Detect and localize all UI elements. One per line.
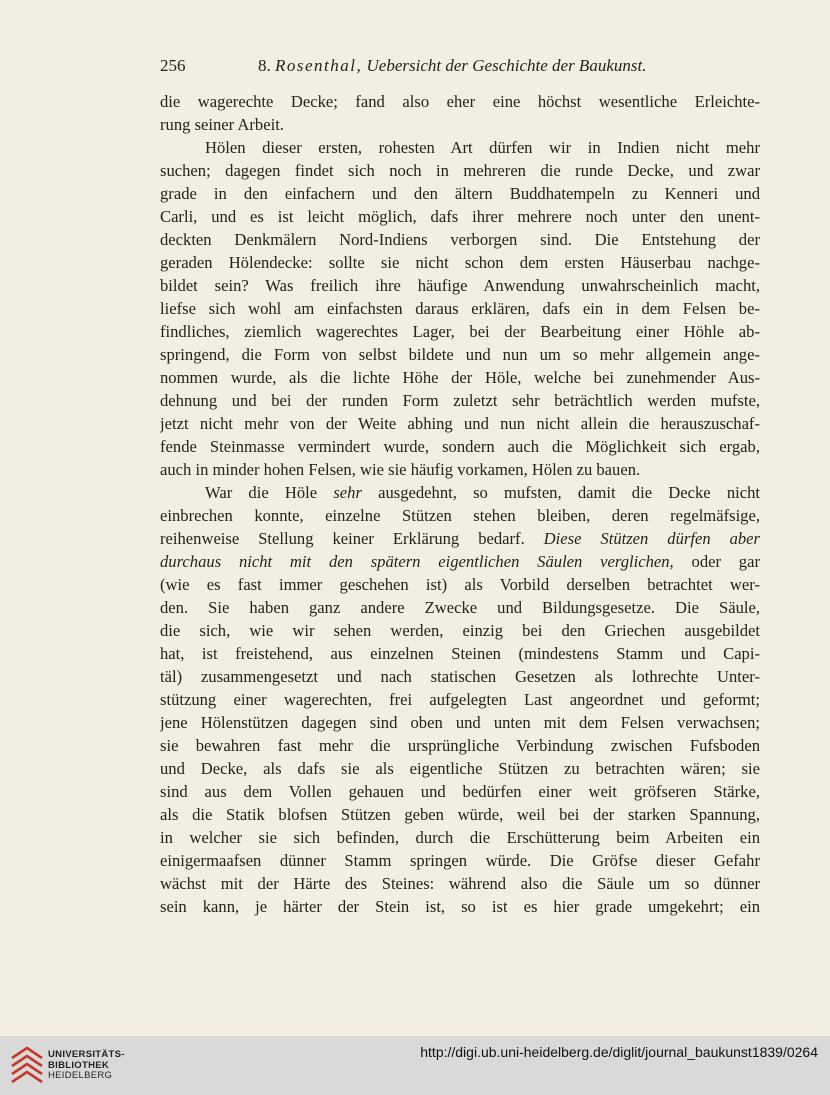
- text-line: geraden Hölendecke: sollte sie nicht schon dem ersten Häuserbau nachge-: [160, 253, 760, 272]
- text-line: sind aus dem Vollen gehauen und bedürfen einer weit gröfseren Stärke,: [160, 782, 760, 801]
- italic-fragment: sehr: [333, 483, 362, 502]
- text-line: in welcher sie sich befinden, durch die Erschütterung beim Arbeiten ein: [160, 828, 760, 847]
- text-line: und Decke, als dafs sie als eigentliche Stützen zu betrachten wären; sie: [160, 759, 760, 778]
- text-line: springend, die Form von selbst bildete und nun um so mehr allgemein ange-: [160, 345, 760, 364]
- text-fragment: ausgedehnt, so mufsten, damit die Decke nicht: [361, 483, 760, 502]
- text-line: die wagerechte Decke; fand also eher eine höchst wesentliche Erleichte-: [160, 92, 760, 111]
- running-head: [160, 56, 760, 80]
- text-fragment: reihenweise Stellung keiner Erklärung bedarf.: [160, 529, 544, 548]
- text-line: fende Steinmasse vermindert wurde, sondern auch die Möglichkeit sich ergab,: [160, 437, 760, 456]
- text-line: Hölen dieser ersten, rohesten Art dürfen wir in Indien nicht mehr: [205, 138, 760, 157]
- footer-bar: [0, 1036, 830, 1095]
- library-logo-icon: [8, 1044, 46, 1086]
- text-line: einigermaafsen dünner Stamm springen würde. Die Gröfse dieser Gefahr: [160, 851, 760, 870]
- author-name: Rosenthal,: [275, 56, 363, 75]
- text-line: bildet sein? Was freilich ihre häufige Anwendung unwahrscheinlich macht,: [160, 276, 760, 295]
- source-url-link[interactable]: http://digi.ub.uni-heidelberg.de/diglit/journal_baukunst1839/0264: [420, 1044, 818, 1060]
- text-line-mixed: [160, 527, 760, 550]
- text-line: rung seiner Arbeit.: [160, 115, 284, 134]
- institution-name: [48, 1050, 125, 1082]
- running-title: [258, 56, 646, 76]
- text-line: jene Hölenstützen dagegen sind oben und unten mit dem Felsen verwachsen;: [160, 713, 760, 732]
- italic-fragment: Diese Stützen dürfen aber: [543, 529, 760, 548]
- chapter-number: 8.: [258, 56, 271, 75]
- text-line: den. Sie haben ganz andere Zwecke und Bildungsgesetze. Die Säule,: [160, 598, 760, 617]
- institution-line: HEIDELBERG: [48, 1070, 113, 1081]
- text-line: liefse sich wohl am einfachsten daraus erklären, dafs ein in dem Felsen be-: [160, 299, 760, 318]
- text-line-mixed: [160, 481, 760, 504]
- text-line: suchen; dagegen findet sich noch in mehreren die runde Decke, und zwar: [160, 161, 760, 180]
- italic-fragment: durchaus nicht mit den spätern eigentlichen Säulen verglichen,: [160, 552, 674, 571]
- text-line: stützung einer wagerechten, frei aufgelegten Last angeordnet und geformt;: [160, 690, 760, 709]
- page-number: 256: [160, 56, 186, 75]
- text-line: wächst mit der Härte des Steines: während also die Säule um so dünner: [160, 874, 760, 893]
- text-line: Carli, und es ist leicht möglich, dafs ihrer mehrere noch unter den unent-: [160, 207, 760, 226]
- text-line: dehnung und bei der runden Form zuletzt sehr beträchtlich werden mufste,: [160, 391, 760, 410]
- institution-line: UNIVERSITÄTS-: [48, 1049, 125, 1060]
- text-line: täl) zusammengesetzt und nach statischen Gesetzen als lothrechte Unter-: [160, 667, 760, 686]
- text-line-mixed: [160, 550, 760, 573]
- work-title: Uebersicht der Geschichte der Baukunst.: [366, 56, 647, 75]
- text-line: hat, ist freistehend, aus einzelnen Steinen (mindestens Stamm und Capi-: [160, 644, 760, 663]
- text-fragment: oder gar: [673, 552, 760, 571]
- text-line: jetzt nicht mehr von der Weite abhing und nun nicht allein die herauszuschaf-: [160, 414, 760, 433]
- institution-line: BIBLIOTHEK: [48, 1059, 110, 1071]
- body-text: [160, 90, 760, 918]
- text-line: deckten Denkmälern Nord-Indiens verborgen sind. Die Entstehung der: [160, 230, 760, 249]
- text-line: (wie es fast immer geschehen ist) als Vorbild derselben betrachtet wer-: [160, 575, 760, 594]
- text-line: die sich, wie wir sehen werden, einzig bei den Griechen ausgebildet: [160, 621, 760, 640]
- text-line: grade in den einfachern und den ältern Buddhatempeln zu Kenneri und: [160, 184, 760, 203]
- text-line: einbrechen konnte, einzelne Stützen stehen bleiben, deren regelmäfsige,: [160, 506, 760, 525]
- text-line: findliches, ziemlich wagerechtes Lager, bei der Bearbeitung einer Höhle ab-: [160, 322, 760, 341]
- text-line: sie bewahren fast mehr die ursprüngliche Verbindung zwischen Fufsboden: [160, 736, 760, 755]
- text-line: sein kann, je härter der Stein ist, so ist es hier grade umgekehrt; ein: [160, 897, 760, 916]
- text-line: nommen wurde, als die lichte Höhe der Höle, welche bei zunehmender Aus-: [160, 368, 760, 387]
- text-fragment: War die Höle: [205, 483, 334, 502]
- text-line: als die Statik blofsen Stützen geben würde, weil bei der starken Spannung,: [160, 805, 760, 824]
- text-line: auch in minder hohen Felsen, wie sie häufig vorkamen, Hölen zu bauen.: [160, 460, 641, 479]
